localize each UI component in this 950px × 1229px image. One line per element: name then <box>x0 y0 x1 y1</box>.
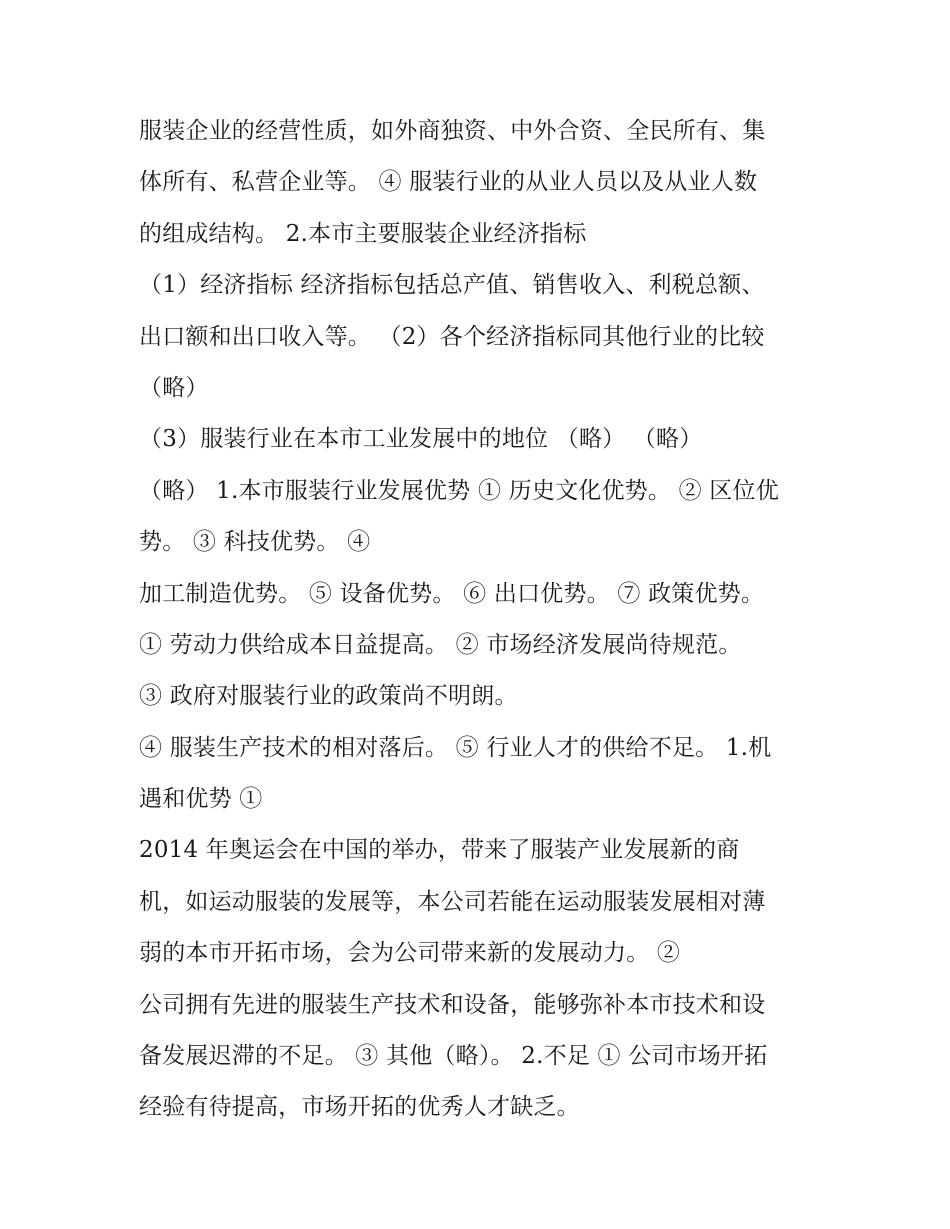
text-line: 经验有待提高，市场开拓的优秀人才缺乏。 <box>139 1094 580 1121</box>
text-line: 2014 年奥运会在中国的举办，带来了服装产业发展新的商 <box>139 837 740 864</box>
text-line: ③ 政府对服装行业的政策尚不明朗。 <box>139 683 518 710</box>
text-line: 遇和优势 ① <box>139 786 263 813</box>
text-line: （略） <box>139 374 209 401</box>
text-line: 加工制造优势。 ⑤ 设备优势。 ⑥ 出口优势。 ⑦ 政策优势。 <box>139 580 765 607</box>
text-line: （略） 1.本市服装行业发展优势 ① 历史文化优势。 ② 区位优 <box>139 477 779 504</box>
text-line: 公司拥有先进的服装生产技术和设备，能够弥补本市技术和设 <box>139 991 766 1018</box>
text-line: 服装企业的经营性质，如外商独资、中外合资、全民所有、集 <box>139 118 766 144</box>
text-line: ① 劳动力供给成本日益提高。 ② 市场经济发展尚待规范。 <box>139 631 742 658</box>
text-line: 弱的本市开拓市场，会为公司带来新的发展动力。 ② <box>139 940 681 967</box>
text-line: （1）经济指标 经济指标包括总产值、销售收入、利税总额、 <box>139 272 765 299</box>
text-line: 备发展迟滞的不足。 ③ 其他（略）。 2.不足 ① 公司市场开拓 <box>139 1043 768 1070</box>
text-line: 势。 ③ 科技优势。 ④ <box>139 529 371 556</box>
document-body <box>139 106 819 1134</box>
text-line: 机，如运动服装的发展等，本公司若能在运动服装发展相对薄 <box>139 888 766 915</box>
text-line: 体所有、私营企业等。 ④ 服装行业的从业人员以及从业人数 <box>139 169 758 196</box>
text-line: ④ 服装生产技术的相对落后。 ⑤ 行业人才的供给不足。 1.机 <box>139 734 772 761</box>
text-line: （3）服装行业在本市工业发展中的地位 （略） （略） <box>139 426 703 453</box>
text-line: 出口额和出口收入等。 （2）各个经济指标同其他行业的比较 <box>139 323 765 350</box>
text-line: 的组成结构。 2.本市主要服装企业经济指标 <box>139 220 587 247</box>
